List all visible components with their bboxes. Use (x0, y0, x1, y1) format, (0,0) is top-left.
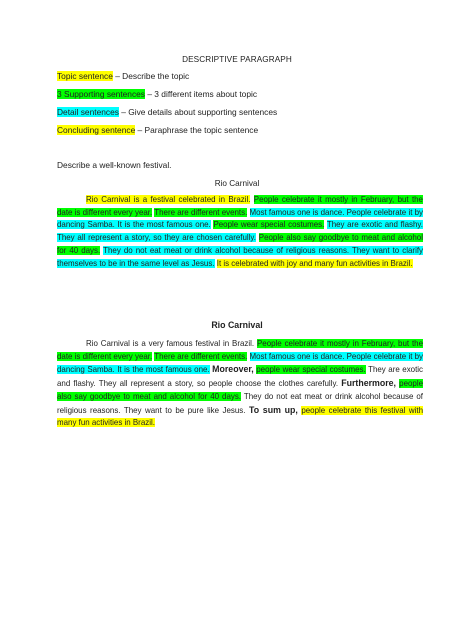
highlighted-sentence: They are exotic and flashy. They all represent a story, so they are chosen carefully. (57, 220, 424, 243)
legend-desc: – Paraphrase the topic sentence (135, 125, 259, 135)
highlighted-sentence: Most famous one is dance. People celebrate it by dancing Samba. It is the most famous one. (57, 351, 424, 375)
highlighted-sentence: People celebrate it mostly in February, but the date is different every year. (57, 195, 423, 217)
legend-term: Detail sentences (57, 107, 119, 117)
sentence-text: Rio Carnival is a very famous festival in Brazil. (86, 339, 257, 348)
legend-term: Topic sentence (57, 71, 113, 81)
highlighted-sentence: people celebrate this festival with many fun activities in Brazil. (57, 405, 424, 428)
legend-desc: – Give details about supporting sentences (118, 107, 278, 117)
transition-word: Furthermore, (341, 378, 396, 389)
draft1-title: Rio Carnival (214, 179, 260, 188)
draft2-title: Rio Carnival (211, 320, 263, 330)
legend-topic-sentence (57, 71, 189, 81)
legend-detail-sentences (57, 107, 277, 117)
sentence-text: They do not eat meat or drink alcohol because of religious reasons. They want to be pure like Jesus. (57, 391, 423, 415)
legend-desc: – 3 different items about topic (145, 89, 258, 99)
draft2-paragraph (57, 338, 423, 430)
transition-word: To sum up, (248, 404, 298, 415)
legend-term: 3 Supporting sentences (57, 89, 145, 99)
highlighted-sentence: people also say goodbye to meat and alcohol for 40 days. (57, 379, 423, 401)
legend-desc: – Describe the topic (112, 71, 190, 81)
highlighted-sentence: People also say goodbye to meat and alcohol for 40 days. (57, 233, 423, 255)
highlighted-sentence: They do not eat meat or drink alcohol because of religious reasons. They want to clarify themselves to be in the same level as Jesus. (57, 245, 424, 268)
highlighted-sentence: It is celebrated with joy and many fun activities in Brazil. (216, 258, 413, 268)
highlighted-sentence: people wear special costumes. (256, 365, 366, 375)
document-title: DESCRIPTIVE PARAGRAPH (182, 55, 292, 64)
legend-term: Concluding sentence (57, 125, 136, 135)
highlighted-sentence: There are different events. (154, 351, 248, 361)
highlighted-sentence: There are different events. (154, 207, 248, 217)
highlighted-sentence: People wear special costumes. (213, 220, 325, 230)
legend-concluding-sentence (57, 125, 258, 135)
draft1-paragraph (57, 194, 423, 270)
sentence-text: They are exotic and flashy. They all represent a story, so people choose the clothes carefully. (57, 365, 424, 389)
writing-prompt: Describe a well-known festival. (57, 160, 172, 170)
legend-supporting-sentences (57, 89, 257, 99)
highlighted-sentence: Most famous one is dance. People celebrate it by dancing Samba. It is the most famous one. (57, 207, 424, 230)
highlighted-sentence: Rio Carnival is a festival celebrated in Brazil. (86, 195, 251, 204)
highlighted-sentence: People celebrate it mostly in February, but the date is different every year. (57, 339, 423, 361)
transition-word: Moreover, (212, 364, 254, 375)
